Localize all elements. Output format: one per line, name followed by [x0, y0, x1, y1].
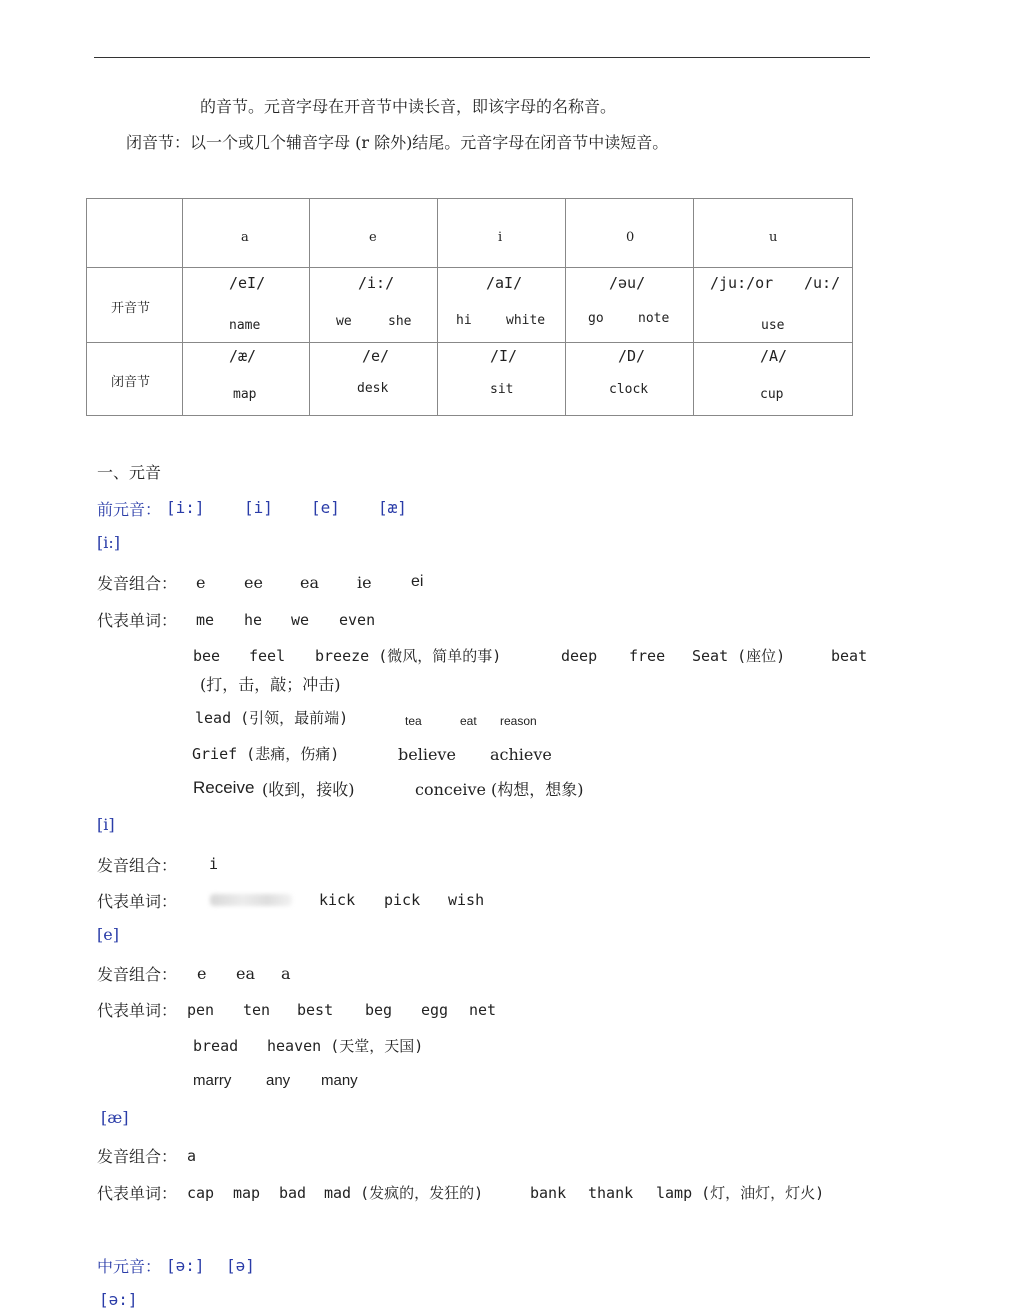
closed-e-ipa: /e/ — [362, 347, 390, 365]
ae-word-bad: bad — [279, 1184, 307, 1202]
open-i-word-1: hi — [456, 313, 472, 328]
open-u-word: use — [761, 318, 785, 333]
open-i-word-2: white — [506, 313, 546, 328]
closed-a-word: map — [233, 387, 257, 402]
header-i: i — [498, 230, 503, 245]
i-combo: i — [209, 855, 219, 873]
e-combo-label: 发音组合： — [97, 965, 178, 984]
e-word-beg: beg — [365, 1001, 393, 1019]
open-i-ipa: /aI/ — [486, 274, 523, 292]
e-word-any: any — [266, 1072, 291, 1089]
ii-word-seat: Seat (座位) — [692, 647, 786, 665]
front-vowel-ae: [æ] — [378, 498, 407, 517]
syllable-table — [86, 198, 853, 416]
heading-e: [e] — [97, 925, 119, 944]
header-a: a — [241, 230, 249, 245]
i-word-wish: wish — [448, 891, 485, 909]
ae-combo: a — [187, 1147, 197, 1165]
closed-o-ipa: /D/ — [618, 347, 646, 365]
ae-word-lamp: lamp (灯，油灯，灯火) — [656, 1184, 825, 1202]
ii-combo-2: ee — [244, 573, 263, 592]
e-word-best: best — [297, 1001, 334, 1019]
closed-i-word: sit — [490, 382, 514, 397]
ii-word-conceive: conceive (构想，想象) — [415, 780, 584, 799]
e-word-egg: egg — [421, 1001, 449, 1019]
closed-u-ipa: /A/ — [760, 347, 788, 365]
e-word-marry: marry — [193, 1072, 232, 1089]
intro-line-2: 闭音节：以一个或几个辅音字母 (r 除外)结尾。元音字母在闭音节中读短音。 — [126, 133, 669, 152]
ii-word-lead: lead (引领，最前端) — [195, 709, 349, 727]
ii-combo-5: ei — [411, 573, 424, 590]
e-word-net: net — [469, 1001, 497, 1019]
ii-word-achieve: achieve — [490, 745, 552, 764]
open-syllable-label: 开音节 — [111, 301, 151, 316]
header-o: 0 — [626, 230, 635, 245]
ii-word-tea: tea — [405, 714, 422, 728]
closed-syllable-label: 闭音节 — [111, 375, 151, 390]
closed-o-word: clock — [609, 382, 649, 397]
ii-combo-1: e — [196, 573, 206, 592]
e-word-pen: pen — [187, 1001, 215, 1019]
i-words-label: 代表单词： — [97, 892, 178, 911]
ii-word-believe: believe — [398, 745, 456, 764]
open-u-ipa-1: /ju:/or — [710, 274, 774, 292]
ii-beat-meaning: (打，击，敲；冲击) — [200, 675, 341, 694]
ae-word-thank: thank — [588, 1184, 634, 1202]
ii-word-deep: deep — [561, 647, 598, 665]
open-o-ipa: /əu/ — [609, 274, 646, 292]
ii-word-me: me — [196, 611, 215, 629]
ae-words-label: 代表单词： — [97, 1184, 178, 1203]
front-vowel-i: [i] — [244, 498, 273, 517]
e-word-bread: bread — [193, 1037, 239, 1055]
ae-word-bank: bank — [530, 1184, 567, 1202]
blurred-word — [210, 894, 292, 906]
ii-word-grief: Grief (悲痛，伤痛) — [192, 745, 340, 763]
ii-word-receive: Receive — [193, 778, 255, 797]
front-vowel-ii-long: [i:] — [166, 498, 205, 517]
front-vowel-e: [e] — [311, 498, 340, 517]
open-u-ipa-2: /u:/ — [804, 274, 841, 292]
ae-word-cap: cap — [187, 1184, 215, 1202]
intro-line-1: 的音节。元音字母在开音节中读长音，即该字母的名称音。 — [200, 97, 617, 116]
ae-combo-label: 发音组合： — [97, 1147, 178, 1166]
e-combo-3: a — [281, 964, 291, 983]
heading-i-short: [i] — [97, 815, 115, 834]
header-u: u — [769, 230, 778, 245]
ii-receive-meaning: (收到，接收) — [262, 780, 355, 799]
i-word-kick: kick — [319, 891, 356, 909]
open-o-word-1: go — [588, 311, 604, 326]
ii-combo-4: ie — [357, 573, 372, 592]
heading-ae: [æ] — [101, 1108, 129, 1127]
ii-word-beat: beat — [831, 647, 868, 665]
ii-combo-label: 发音组合： — [97, 574, 178, 593]
central-vowel-schwa-long: [ə:] — [166, 1256, 205, 1275]
open-a-word: name — [229, 318, 261, 333]
e-combo-2: ea — [236, 964, 256, 983]
header-rule — [94, 57, 870, 58]
section-title: 一、元音 — [97, 463, 162, 482]
front-vowels-label: 前元音： — [97, 500, 162, 519]
table-corner-cell — [87, 199, 183, 268]
open-e-word-2: she — [388, 314, 412, 329]
open-a-ipa: /eI/ — [229, 274, 266, 292]
ii-word-free: free — [629, 647, 666, 665]
e-word-heaven: heaven (天堂，天国) — [267, 1037, 424, 1055]
heading-ii-long: [i:] — [97, 533, 120, 552]
e-word-many: many — [321, 1072, 358, 1089]
ii-word-feel: feel — [249, 647, 286, 665]
closed-a-ipa: /æ/ — [229, 347, 257, 365]
closed-u-word: cup — [760, 387, 784, 402]
ii-word-even: even — [339, 611, 376, 629]
closed-i-ipa: /I/ — [490, 347, 518, 365]
ii-word-breeze: breeze (微风，简单的事) — [315, 647, 502, 665]
e-combo-1: e — [197, 964, 207, 983]
ii-word-reason: reason — [500, 714, 537, 728]
i-word-pick: pick — [384, 891, 421, 909]
ii-combo-3: ea — [300, 573, 320, 592]
e-word-ten: ten — [243, 1001, 271, 1019]
central-vowels-label: 中元音： — [97, 1257, 162, 1276]
closed-e-word: desk — [357, 381, 389, 396]
ae-word-mad: mad (发疯的，发狂的) — [324, 1184, 484, 1202]
ii-word-eat: eat — [460, 714, 477, 728]
heading-schwa-long: [ə:] — [99, 1290, 138, 1309]
ii-word-he: he — [244, 611, 263, 629]
ii-words-label: 代表单词： — [97, 611, 178, 630]
ae-word-map: map — [233, 1184, 261, 1202]
ii-word-we: we — [291, 611, 310, 629]
header-e: e — [369, 230, 377, 245]
open-e-ipa: /i:/ — [358, 274, 395, 292]
e-words-label: 代表单词： — [97, 1001, 178, 1020]
central-vowel-schwa: [ə] — [226, 1256, 255, 1275]
open-o-word-2: note — [638, 311, 670, 326]
ii-word-bee: bee — [193, 647, 221, 665]
i-combo-label: 发音组合： — [97, 856, 178, 875]
open-e-word-1: we — [336, 314, 352, 329]
